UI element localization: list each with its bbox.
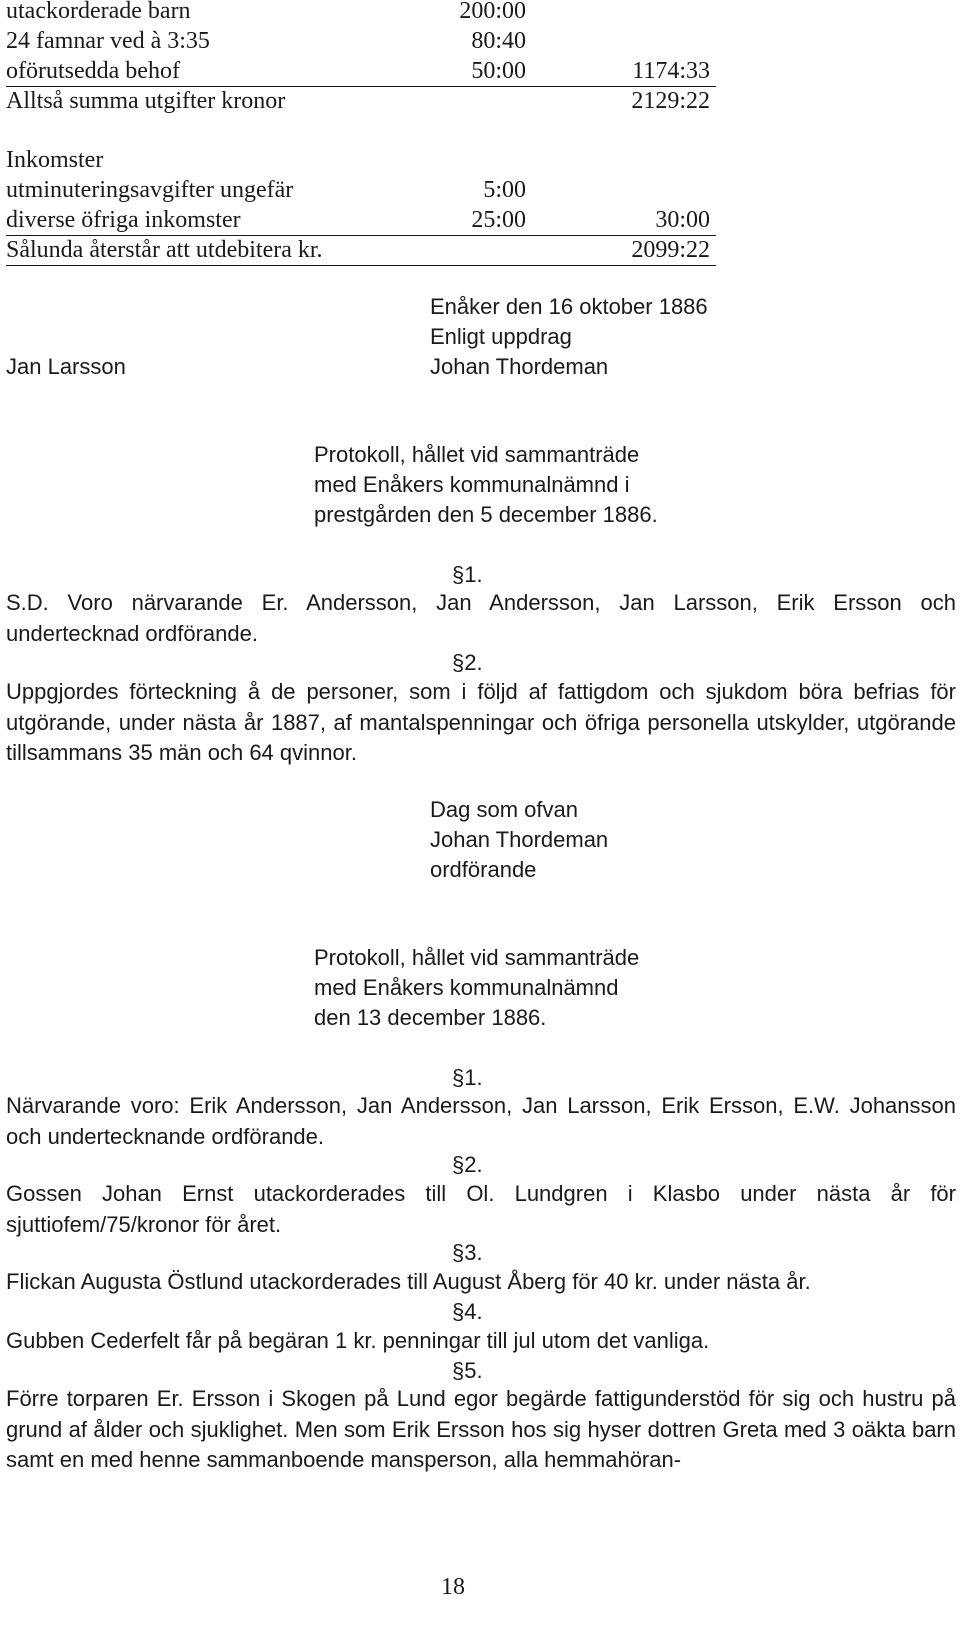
budget-row xyxy=(6,235,716,266)
budget-row-amount: 80:40 xyxy=(471,28,526,54)
closing-line: ordförande xyxy=(430,857,537,882)
budget-row xyxy=(6,86,716,116)
signature-right-name: Johan Thordeman xyxy=(430,354,609,379)
protocol-heading-line: med Enåkers kommunalnämnd xyxy=(314,975,619,1000)
budget-row-total: 30:00 xyxy=(655,207,710,233)
section-mark: §5. xyxy=(452,1358,483,1383)
section-text: Gossen Johan Ernst utackorderades till Ol. Lundgren i Klasbo under nästa år för sjuttiofem/75/kronor för året. xyxy=(6,1181,956,1237)
section-text: Förre torparen Er. Ersson i Skogen på Lund egor begärde fattigunderstöd för sig och hustru på grund af ålder och sjuklighet. Men som Erik Ersson hos sig hyser dottren Greta med 3 oäkta barn samt en med henne sammanboende mansperson, alla hemmahöran- xyxy=(6,1386,956,1472)
budget-row xyxy=(6,0,716,26)
section-text: Närvarande voro: Erik Andersson, Jan Andersson, Jan Larsson, Erik Ersson, E.W. Johansson och undertecknande ordförande. xyxy=(6,1093,956,1149)
budget-row-label: Inkomster xyxy=(6,147,104,173)
budget-row-amount: 5:00 xyxy=(483,177,526,203)
protocol-heading-line: med Enåkers kommunalnämnd i xyxy=(314,472,630,497)
budget-row-label: utminuteringsavgifter ungefär xyxy=(6,177,294,203)
section-mark: §2. xyxy=(452,1152,483,1177)
closing-line: Dag som ofvan xyxy=(430,797,578,822)
budget-row-amount: 200:00 xyxy=(459,0,526,24)
budget-row-total: 2129:22 xyxy=(631,88,710,114)
budget-row-total: 2099:22 xyxy=(631,237,710,263)
budget-row-label: utackorderade barn xyxy=(6,0,191,24)
signature-place-date: Enåker den 16 oktober 1886 xyxy=(430,294,708,319)
budget-row-label: Alltså summa utgifter kronor xyxy=(6,88,286,114)
section-mark: §1. xyxy=(452,1065,483,1090)
protocol-heading-line: Protokoll, hållet vid sammanträde xyxy=(314,945,640,970)
budget-row xyxy=(6,175,716,205)
section-mark: §3. xyxy=(452,1240,483,1265)
budget-row-amount: 50:00 xyxy=(471,58,526,84)
closing-line: Johan Thordeman xyxy=(430,827,609,852)
protocol-heading-line: Protokoll, hållet vid sammanträde xyxy=(314,442,640,467)
section-text: Gubben Cederfelt får på begäran 1 kr. penningar till jul utom det vanliga. xyxy=(6,1328,710,1353)
section-mark: §2. xyxy=(452,650,483,675)
budget-row-label: 24 famnar ved à 3:35 xyxy=(6,28,210,54)
budget-row-amount: 25:00 xyxy=(471,207,526,233)
section-text: Uppgjordes förteckning å de personer, som i följd af fattigdom och sjukdom böra befrias för utgörande, under nästa år 1887, af mantalspenningar och öfriga personella utskylder, utgörande tillsammans 35 män och 64 qvinnor. xyxy=(6,679,956,765)
budget-row xyxy=(6,145,716,175)
budget-row xyxy=(6,56,716,87)
signature-mandate: Enligt uppdrag xyxy=(430,324,572,349)
section-mark: §4. xyxy=(452,1299,483,1324)
page-number: 18 xyxy=(441,1574,465,1600)
budget-row-label: diverse öfriga inkomster xyxy=(6,207,241,233)
budget-row-total: 1174:33 xyxy=(632,58,710,84)
signature-left-name: Jan Larsson xyxy=(6,354,126,379)
section-text: Flickan Augusta Östlund utackorderades till August Åberg för 40 kr. under nästa år. xyxy=(6,1269,811,1294)
budget-row xyxy=(6,26,716,56)
section-mark: §1. xyxy=(452,562,483,587)
section-text: S.D. Voro närvarande Er. Andersson, Jan Andersson, Jan Larsson, Erik Ersson och undertecknad ordförande. xyxy=(6,590,956,646)
budget-row xyxy=(6,205,716,236)
protocol-heading-line: prestgården den 5 december 1886. xyxy=(314,502,658,527)
budget-row-label: oförutsedda behof xyxy=(6,58,180,84)
budget-row-label: Sålunda återstår att utdebitera kr. xyxy=(6,237,323,263)
protocol-heading-line: den 13 december 1886. xyxy=(314,1005,547,1030)
